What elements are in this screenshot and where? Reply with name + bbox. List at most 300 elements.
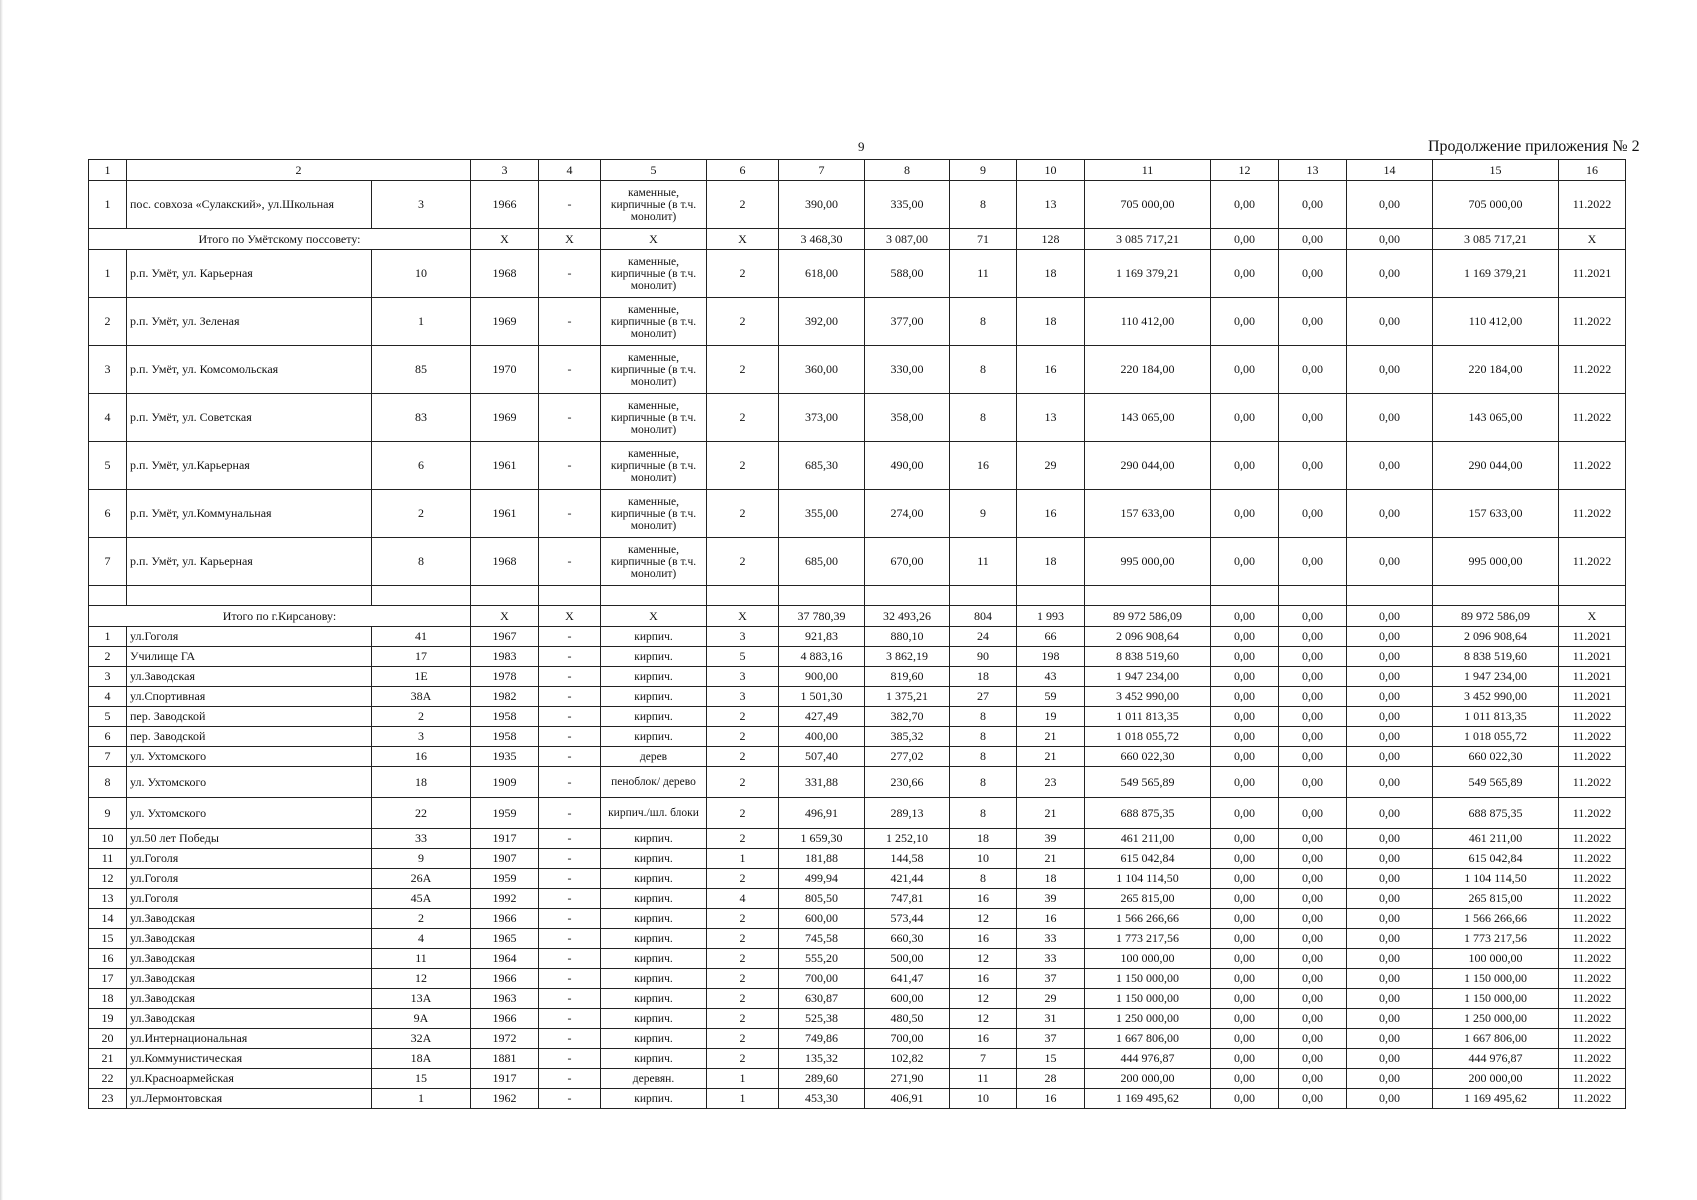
col-4: - — [539, 1029, 601, 1049]
cost-budget: 0,00 — [1279, 989, 1347, 1009]
subtotal-c10: 1 993 — [1017, 606, 1085, 627]
address: пер. Заводской — [127, 727, 372, 747]
empty-cell — [1017, 586, 1085, 606]
total-area: 600,00 — [779, 909, 865, 929]
floors: 2 — [707, 767, 779, 798]
col-4: - — [539, 969, 601, 989]
row-number: 6 — [89, 727, 127, 747]
build-year: 1909 — [471, 767, 539, 798]
cost-total: 3 452 990,00 — [1085, 687, 1211, 707]
house-number: 26А — [372, 869, 471, 889]
house-number: 33 — [372, 829, 471, 849]
cost-total: 615 042,84 — [1085, 849, 1211, 869]
cost-budget: 0,00 — [1279, 1049, 1347, 1069]
total-area: 749,86 — [779, 1029, 865, 1049]
residents: 19 — [1017, 707, 1085, 727]
residents: 18 — [1017, 298, 1085, 346]
cost-owners: 290 044,00 — [1433, 442, 1559, 490]
residents: 16 — [1017, 909, 1085, 929]
residents: 23 — [1017, 767, 1085, 798]
house-number: 3 — [372, 181, 471, 229]
house-number: 17 — [372, 647, 471, 667]
wall-material: кирпич./шл. блоки — [601, 798, 707, 829]
completion-date: 11.2022 — [1559, 849, 1626, 869]
cost-total: 688 875,35 — [1085, 798, 1211, 829]
total-area: 507,40 — [779, 747, 865, 767]
header-cell: 7 — [779, 160, 865, 181]
build-year: 1965 — [471, 929, 539, 949]
apartments: 7 — [950, 1049, 1017, 1069]
cost-total: 1 104 114,50 — [1085, 869, 1211, 889]
cost-budget: 0,00 — [1279, 707, 1347, 727]
col-4: - — [539, 989, 601, 1009]
cost-owners: 1 104 114,50 — [1433, 869, 1559, 889]
cost-local: 0,00 — [1347, 667, 1433, 687]
cost-budget: 0,00 — [1279, 1009, 1347, 1029]
cost-owners: 1 250 000,00 — [1433, 1009, 1559, 1029]
living-area: 490,00 — [865, 442, 950, 490]
apartments: 10 — [950, 849, 1017, 869]
header-cell: 10 — [1017, 160, 1085, 181]
living-area: 377,00 — [865, 298, 950, 346]
build-year: 1935 — [471, 747, 539, 767]
cost-owners: 1 018 055,72 — [1433, 727, 1559, 747]
scan-edge-shadow — [0, 0, 3, 1200]
address: ул. Ухтомского — [127, 767, 372, 798]
cost-total: 2 096 908,64 — [1085, 627, 1211, 647]
cost-owners: 143 065,00 — [1433, 394, 1559, 442]
cost-owners: 8 838 519,60 — [1433, 647, 1559, 667]
subtotal-c13: 0,00 — [1279, 229, 1347, 250]
total-area: 427,49 — [779, 707, 865, 727]
apartments: 8 — [950, 798, 1017, 829]
total-area: 355,00 — [779, 490, 865, 538]
house-number: 41 — [372, 627, 471, 647]
residents: 16 — [1017, 490, 1085, 538]
completion-date: 11.2021 — [1559, 647, 1626, 667]
apartments: 8 — [950, 869, 1017, 889]
table-row — [89, 1009, 1626, 1029]
cost-local: 0,00 — [1347, 798, 1433, 829]
cost-budget: 0,00 — [1279, 969, 1347, 989]
cost-fund: 0,00 — [1211, 989, 1279, 1009]
cost-local: 0,00 — [1347, 490, 1433, 538]
total-area: 1 501,30 — [779, 687, 865, 707]
wall-material: кирпич. — [601, 667, 707, 687]
cost-fund: 0,00 — [1211, 442, 1279, 490]
cost-owners: 1 773 217,56 — [1433, 929, 1559, 949]
total-area: 685,30 — [779, 442, 865, 490]
build-year: 1917 — [471, 1069, 539, 1089]
cost-total: 1 667 806,00 — [1085, 1029, 1211, 1049]
build-year: 1966 — [471, 909, 539, 929]
subtotal-c6: Х — [707, 229, 779, 250]
apartments: 16 — [950, 929, 1017, 949]
completion-date: 11.2022 — [1559, 707, 1626, 727]
house-number: 12 — [372, 969, 471, 989]
apartments: 8 — [950, 747, 1017, 767]
empty-cell — [372, 586, 471, 606]
apartments: 8 — [950, 181, 1017, 229]
cost-fund: 0,00 — [1211, 727, 1279, 747]
residents: 29 — [1017, 989, 1085, 1009]
living-area: 600,00 — [865, 989, 950, 1009]
living-area: 670,00 — [865, 538, 950, 586]
living-area: 588,00 — [865, 250, 950, 298]
residents: 59 — [1017, 687, 1085, 707]
col-4: - — [539, 687, 601, 707]
completion-date: 11.2022 — [1559, 346, 1626, 394]
house-number: 38А — [372, 687, 471, 707]
subtotal-row — [89, 606, 1626, 627]
apartments: 11 — [950, 538, 1017, 586]
living-area: 1 375,21 — [865, 687, 950, 707]
subtotal-c14: 0,00 — [1347, 229, 1433, 250]
table-row — [89, 687, 1626, 707]
cost-owners: 1 011 813,35 — [1433, 707, 1559, 727]
address: ул.Гоголя — [127, 849, 372, 869]
row-number: 15 — [89, 929, 127, 949]
wall-material: каменные, кирпичные (в т.ч. монолит) — [601, 490, 707, 538]
house-number: 2 — [372, 707, 471, 727]
wall-material: кирпич. — [601, 1029, 707, 1049]
table-row — [89, 1049, 1626, 1069]
build-year: 1982 — [471, 687, 539, 707]
col-4: - — [539, 747, 601, 767]
build-year: 1959 — [471, 798, 539, 829]
empty-cell — [865, 586, 950, 606]
subtotal-c8: 3 087,00 — [865, 229, 950, 250]
living-area: 382,70 — [865, 707, 950, 727]
residents: 18 — [1017, 250, 1085, 298]
header-cell: 8 — [865, 160, 950, 181]
floors: 5 — [707, 647, 779, 667]
subtotal-c4: Х — [539, 229, 601, 250]
house-number: 3 — [372, 727, 471, 747]
subtotal-c16: Х — [1559, 606, 1626, 627]
total-area: 135,32 — [779, 1049, 865, 1069]
total-area: 289,60 — [779, 1069, 865, 1089]
table-row — [89, 969, 1626, 989]
cost-local: 0,00 — [1347, 829, 1433, 849]
row-number: 11 — [89, 849, 127, 869]
subtotal-c5: Х — [601, 229, 707, 250]
col-4: - — [539, 394, 601, 442]
address: р.п. Умёт, ул. Карьерная — [127, 250, 372, 298]
cost-total: 8 838 519,60 — [1085, 647, 1211, 667]
empty-cell — [779, 586, 865, 606]
cost-budget: 0,00 — [1279, 869, 1347, 889]
cost-owners: 1 169 379,21 — [1433, 250, 1559, 298]
row-number: 1 — [89, 181, 127, 229]
row-number: 8 — [89, 767, 127, 798]
header-cell: 5 — [601, 160, 707, 181]
cost-local: 0,00 — [1347, 442, 1433, 490]
header-cell: 15 — [1433, 160, 1559, 181]
table-row — [89, 989, 1626, 1009]
row-number: 20 — [89, 1029, 127, 1049]
completion-date: 11.2022 — [1559, 1009, 1626, 1029]
cost-local: 0,00 — [1347, 767, 1433, 798]
table-row — [89, 767, 1626, 798]
cost-budget: 0,00 — [1279, 346, 1347, 394]
living-area: 480,50 — [865, 1009, 950, 1029]
empty-cell — [471, 586, 539, 606]
row-number: 5 — [89, 707, 127, 727]
address: ул.Заводская — [127, 667, 372, 687]
wall-material: каменные, кирпичные (в т.ч. монолит) — [601, 538, 707, 586]
house-number: 8 — [372, 538, 471, 586]
address: ул.50 лет Победы — [127, 829, 372, 849]
header-cell: 4 — [539, 160, 601, 181]
cost-owners: 615 042,84 — [1433, 849, 1559, 869]
apartments: 16 — [950, 889, 1017, 909]
table-row — [89, 647, 1626, 667]
cost-fund: 0,00 — [1211, 298, 1279, 346]
cost-fund: 0,00 — [1211, 667, 1279, 687]
floors: 2 — [707, 1029, 779, 1049]
apartments: 8 — [950, 346, 1017, 394]
house-number: 9А — [372, 1009, 471, 1029]
subtotal-row — [89, 229, 1626, 250]
cost-local: 0,00 — [1347, 1089, 1433, 1109]
cost-total: 1 169 495,62 — [1085, 1089, 1211, 1109]
apartments: 18 — [950, 667, 1017, 687]
address: ул.Красноармейская — [127, 1069, 372, 1089]
living-area: 230,66 — [865, 767, 950, 798]
completion-date: 11.2021 — [1559, 667, 1626, 687]
cost-total: 157 633,00 — [1085, 490, 1211, 538]
wall-material: пеноблок/ дерево — [601, 767, 707, 798]
floors: 2 — [707, 747, 779, 767]
subtotal-c16: Х — [1559, 229, 1626, 250]
cost-total: 549 565,89 — [1085, 767, 1211, 798]
wall-material: кирпич. — [601, 727, 707, 747]
completion-date: 11.2022 — [1559, 727, 1626, 747]
col-4: - — [539, 949, 601, 969]
cost-fund: 0,00 — [1211, 394, 1279, 442]
cost-owners: 200 000,00 — [1433, 1069, 1559, 1089]
total-area: 496,91 — [779, 798, 865, 829]
col-4: - — [539, 798, 601, 829]
cost-total: 1 169 379,21 — [1085, 250, 1211, 298]
address: р.п. Умёт, ул.Карьерная — [127, 442, 372, 490]
cost-local: 0,00 — [1347, 298, 1433, 346]
header-cell: 13 — [1279, 160, 1347, 181]
table-row — [89, 627, 1626, 647]
cost-owners: 110 412,00 — [1433, 298, 1559, 346]
residents: 28 — [1017, 1069, 1085, 1089]
table-row — [89, 181, 1626, 229]
address: р.п. Умёт, ул. Комсомольская — [127, 346, 372, 394]
table-row — [89, 1029, 1626, 1049]
header-cell: 3 — [471, 160, 539, 181]
empty-cell — [89, 586, 127, 606]
cost-local: 0,00 — [1347, 989, 1433, 1009]
residents: 13 — [1017, 394, 1085, 442]
address: р.п. Умёт, ул. Карьерная — [127, 538, 372, 586]
wall-material: кирпич. — [601, 1009, 707, 1029]
build-year: 1961 — [471, 490, 539, 538]
wall-material: кирпич. — [601, 627, 707, 647]
col-4: - — [539, 1049, 601, 1069]
cost-budget: 0,00 — [1279, 298, 1347, 346]
house-number: 9 — [372, 849, 471, 869]
living-area: 277,02 — [865, 747, 950, 767]
cost-local: 0,00 — [1347, 181, 1433, 229]
header-cell: 14 — [1347, 160, 1433, 181]
cost-local: 0,00 — [1347, 969, 1433, 989]
cost-local: 0,00 — [1347, 687, 1433, 707]
wall-material: дерев — [601, 747, 707, 767]
cost-budget: 0,00 — [1279, 442, 1347, 490]
address: ул.Лермонтовская — [127, 1089, 372, 1109]
subtotal-c11: 89 972 586,09 — [1085, 606, 1211, 627]
address: р.п. Умёт, ул.Коммунальная — [127, 490, 372, 538]
wall-material: каменные, кирпичные (в т.ч. монолит) — [601, 442, 707, 490]
row-number: 4 — [89, 394, 127, 442]
cost-budget: 0,00 — [1279, 627, 1347, 647]
house-number: 2 — [372, 909, 471, 929]
total-area: 181,88 — [779, 849, 865, 869]
cost-total: 1 250 000,00 — [1085, 1009, 1211, 1029]
total-area: 525,38 — [779, 1009, 865, 1029]
table-row — [89, 250, 1626, 298]
row-number: 6 — [89, 490, 127, 538]
residents: 21 — [1017, 798, 1085, 829]
house-number: 22 — [372, 798, 471, 829]
floors: 2 — [707, 707, 779, 727]
table-body — [89, 160, 1626, 1109]
table-row — [89, 1089, 1626, 1109]
residents: 16 — [1017, 1089, 1085, 1109]
build-year: 1978 — [471, 667, 539, 687]
table-row — [89, 490, 1626, 538]
cost-owners: 549 565,89 — [1433, 767, 1559, 798]
cost-owners: 1 150 000,00 — [1433, 969, 1559, 989]
cost-total: 1 947 234,00 — [1085, 667, 1211, 687]
floors: 2 — [707, 442, 779, 490]
table-row — [89, 849, 1626, 869]
empty-cell — [707, 586, 779, 606]
living-area: 700,00 — [865, 1029, 950, 1049]
wall-material: деревян. — [601, 1069, 707, 1089]
build-year: 1968 — [471, 538, 539, 586]
cost-budget: 0,00 — [1279, 849, 1347, 869]
build-year: 1966 — [471, 1009, 539, 1029]
apartments: 8 — [950, 767, 1017, 798]
cost-owners: 157 633,00 — [1433, 490, 1559, 538]
house-number: 10 — [372, 250, 471, 298]
row-number: 23 — [89, 1089, 127, 1109]
floors: 2 — [707, 394, 779, 442]
cost-fund: 0,00 — [1211, 1009, 1279, 1029]
completion-date: 11.2022 — [1559, 1089, 1626, 1109]
row-number: 1 — [89, 627, 127, 647]
completion-date: 11.2022 — [1559, 889, 1626, 909]
wall-material: кирпич. — [601, 849, 707, 869]
completion-date: 11.2022 — [1559, 747, 1626, 767]
build-year: 1958 — [471, 727, 539, 747]
cost-budget: 0,00 — [1279, 727, 1347, 747]
apartments: 24 — [950, 627, 1017, 647]
build-year: 1961 — [471, 442, 539, 490]
residents: 31 — [1017, 1009, 1085, 1029]
row-number: 21 — [89, 1049, 127, 1069]
cost-budget: 0,00 — [1279, 1069, 1347, 1089]
apartments: 8 — [950, 707, 1017, 727]
address: ул.Заводская — [127, 929, 372, 949]
subtotal-label: Итого по Умётскому поссовету: — [89, 229, 471, 250]
row-number: 3 — [89, 667, 127, 687]
empty-cell — [539, 586, 601, 606]
apartments: 16 — [950, 969, 1017, 989]
wall-material: кирпич. — [601, 969, 707, 989]
subtotal-c10: 128 — [1017, 229, 1085, 250]
address: р.п. Умёт, ул. Зеленая — [127, 298, 372, 346]
floors: 2 — [707, 181, 779, 229]
residents: 21 — [1017, 747, 1085, 767]
floors: 2 — [707, 829, 779, 849]
subtotal-c4: Х — [539, 606, 601, 627]
cost-budget: 0,00 — [1279, 667, 1347, 687]
completion-date: 11.2022 — [1559, 1069, 1626, 1089]
table-row — [89, 1069, 1626, 1089]
wall-material: каменные, кирпичные (в т.ч. монолит) — [601, 250, 707, 298]
cost-total: 1 018 055,72 — [1085, 727, 1211, 747]
total-area: 390,00 — [779, 181, 865, 229]
build-year: 1968 — [471, 250, 539, 298]
apartments: 16 — [950, 1029, 1017, 1049]
apartments: 11 — [950, 1069, 1017, 1089]
cost-total: 110 412,00 — [1085, 298, 1211, 346]
cost-fund: 0,00 — [1211, 490, 1279, 538]
table-row — [89, 538, 1626, 586]
cost-budget: 0,00 — [1279, 798, 1347, 829]
address: ул. Ухтомского — [127, 747, 372, 767]
col-4: - — [539, 490, 601, 538]
floors: 1 — [707, 1089, 779, 1109]
build-year: 1992 — [471, 889, 539, 909]
cost-local: 0,00 — [1347, 869, 1433, 889]
completion-date: 11.2022 — [1559, 181, 1626, 229]
empty-cell — [950, 586, 1017, 606]
build-year: 1917 — [471, 829, 539, 849]
address: пер. Заводской — [127, 707, 372, 727]
total-area: 618,00 — [779, 250, 865, 298]
apartments: 8 — [950, 394, 1017, 442]
apartments: 27 — [950, 687, 1017, 707]
apartments: 12 — [950, 949, 1017, 969]
cost-budget: 0,00 — [1279, 647, 1347, 667]
cost-total: 461 211,00 — [1085, 829, 1211, 849]
row-number: 19 — [89, 1009, 127, 1029]
subtotal-c5: Х — [601, 606, 707, 627]
completion-date: 11.2022 — [1559, 949, 1626, 969]
table-row — [89, 346, 1626, 394]
cost-local: 0,00 — [1347, 727, 1433, 747]
wall-material: кирпич. — [601, 647, 707, 667]
cost-fund: 0,00 — [1211, 798, 1279, 829]
floors: 3 — [707, 627, 779, 647]
total-area: 453,30 — [779, 1089, 865, 1109]
apartments: 16 — [950, 442, 1017, 490]
residents: 39 — [1017, 829, 1085, 849]
col-4: - — [539, 667, 601, 687]
wall-material: каменные, кирпичные (в т.ч. монолит) — [601, 298, 707, 346]
apartments: 10 — [950, 1089, 1017, 1109]
cost-owners: 3 452 990,00 — [1433, 687, 1559, 707]
